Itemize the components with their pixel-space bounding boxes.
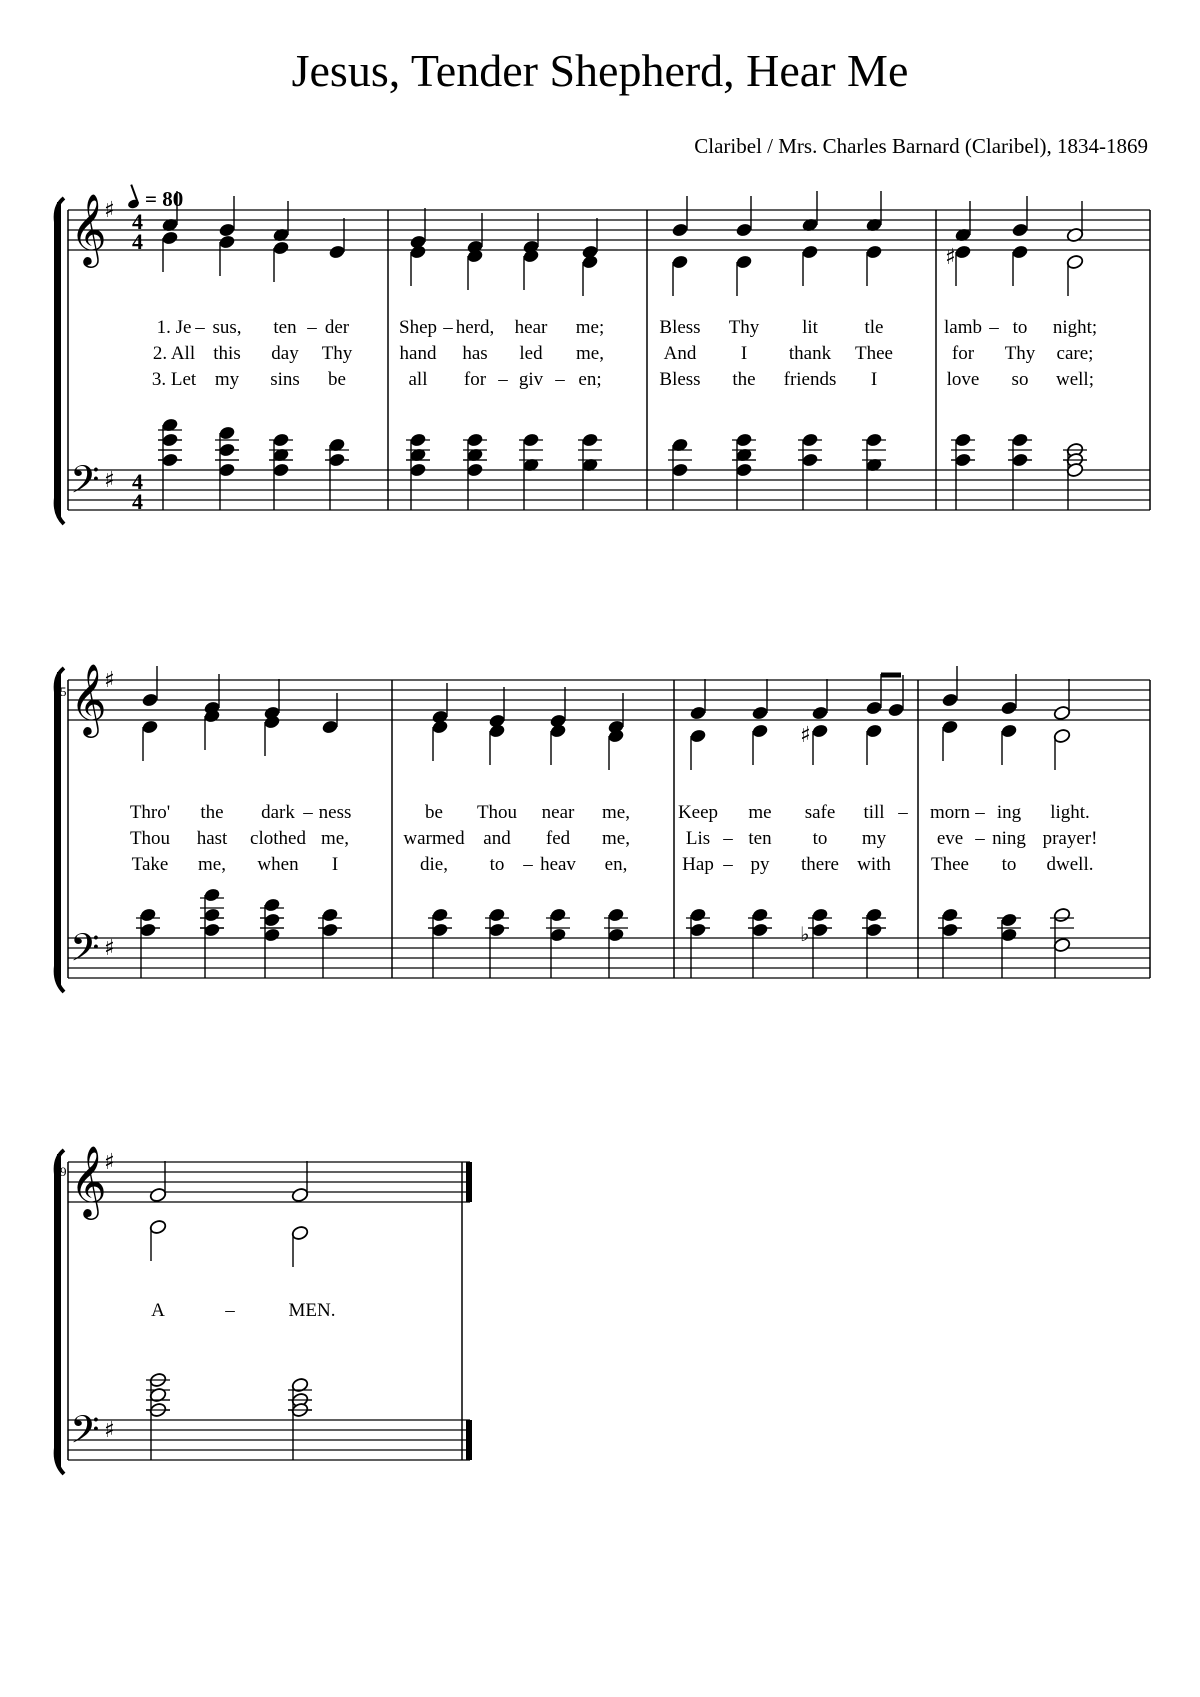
lyric-hyphen: –	[225, 1300, 235, 1321]
lyric-syllable: me;	[575, 317, 605, 338]
lyric-syllable: ing	[996, 802, 1022, 823]
bass-clef-icon: 𝄢	[70, 457, 100, 511]
lyric-syllable: to	[812, 828, 828, 849]
lyric-hyphen: –	[498, 369, 508, 390]
lyric-syllable: ness	[318, 802, 352, 823]
key-signature-sharp-icon: ♯	[104, 468, 115, 493]
lyric-hyphen: –	[975, 828, 985, 849]
treble-clef-icon: 𝄞	[70, 662, 107, 735]
key-signature-sharp-icon: ♯	[104, 936, 115, 961]
lyric-syllable: ten	[273, 317, 297, 338]
key-signature-sharp-icon: ♯	[104, 1418, 115, 1443]
lyric-syllable: me,	[602, 802, 630, 823]
lyric-syllable: Keep	[677, 802, 719, 823]
lyric-hyphen: –	[303, 802, 313, 823]
treble-clef-icon: 𝄞	[70, 1144, 107, 1217]
lyric-syllable: giv	[518, 369, 544, 390]
key-signature-sharp-icon: ♯	[104, 198, 115, 223]
lyric-syllable: till	[863, 802, 885, 823]
lyric-hyphen: –	[723, 828, 733, 849]
lyric-syllable: all	[408, 369, 428, 390]
lyric-syllable: tle	[864, 317, 884, 338]
lyric-syllable: en;	[578, 369, 602, 390]
lyric-syllable: Bless	[659, 317, 701, 338]
lyric-syllable: Shep	[399, 317, 437, 338]
lyric-syllable: lit	[802, 317, 818, 338]
lyric-syllable: Thou	[476, 802, 518, 823]
lyric-syllable: care;	[1056, 343, 1094, 364]
lyric-hyphen: –	[307, 317, 317, 338]
measure-number: 5	[60, 684, 67, 699]
lyric-syllable: ning	[992, 828, 1026, 849]
lyric-syllable: me	[748, 802, 772, 823]
lyric-syllable: be	[425, 802, 443, 823]
lyric-syllable: safe	[804, 802, 836, 823]
sharp-accidental-icon: ♯	[800, 723, 811, 748]
lyric-syllable: dark	[261, 802, 295, 823]
lyric-hyphen: –	[898, 802, 908, 823]
tempo-value: = 80	[145, 187, 184, 211]
lyric-syllable: my	[861, 828, 887, 849]
lyric-syllable: clothed	[250, 828, 306, 849]
lyric-syllable: py	[750, 854, 770, 875]
time-signature-denominator: 4	[132, 229, 143, 254]
lyric-hyphen: –	[195, 317, 205, 338]
lyric-syllable: near	[541, 802, 575, 823]
lyric-syllable: 1. Je	[156, 317, 192, 338]
lyric-syllable: be	[328, 369, 346, 390]
lyric-syllable: eve	[936, 828, 964, 849]
lyric-syllable: A	[151, 1300, 165, 1321]
bass-clef-icon: 𝄢	[70, 1407, 100, 1461]
lyric-syllable: Thy	[1004, 343, 1036, 364]
treble-clef-icon: 𝄞	[70, 192, 107, 265]
lyric-syllable: Thy	[728, 317, 760, 338]
lyric-hyphen: –	[555, 369, 565, 390]
lyric-hyphen: –	[723, 854, 733, 875]
lyric-syllable: friends	[783, 369, 837, 390]
lyric-syllable: so	[1011, 369, 1029, 390]
lyric-syllable: Thee	[855, 343, 893, 364]
time-signature-numerator: 4	[132, 469, 143, 494]
lyric-syllable: en,	[604, 854, 628, 875]
final-barline	[466, 1162, 472, 1202]
lyric-syllable: and	[483, 828, 511, 849]
lyric-syllable: the	[200, 802, 224, 823]
page-title: Jesus, Tender Shepherd, Hear Me	[291, 45, 909, 96]
lyric-syllable: ten	[748, 828, 772, 849]
key-signature-sharp-icon: ♯	[104, 668, 115, 693]
lyric-syllable: der	[324, 317, 350, 338]
lyric-syllable: morn	[929, 802, 971, 823]
lyric-syllable: I	[331, 854, 339, 875]
lyric-syllable: And	[663, 343, 697, 364]
lyric-syllable: the	[732, 369, 756, 390]
flat-accidental-icon: ♭	[800, 922, 810, 946]
lyric-hyphen: –	[443, 317, 453, 338]
lyric-syllable: me,	[602, 828, 630, 849]
lyric-syllable: Lis	[685, 828, 711, 849]
bass-clef-icon: 𝄢	[70, 925, 100, 979]
lyric-hyphen: –	[989, 317, 999, 338]
lyric-syllable: I	[870, 369, 878, 390]
lyric-syllable: well;	[1056, 369, 1094, 390]
lyric-syllable: dwell.	[1046, 854, 1094, 875]
lyric-syllable: day	[271, 343, 299, 364]
lyric-hyphen: –	[523, 854, 533, 875]
lyric-syllable: Thro'	[129, 802, 171, 823]
final-barline	[466, 1420, 472, 1460]
lyric-syllable: to	[1012, 317, 1028, 338]
lyric-syllable: for	[951, 343, 975, 364]
lyric-syllable: herd,	[455, 317, 495, 338]
sharp-accidental-icon: ♯	[945, 245, 956, 270]
lyric-syllable: me,	[321, 828, 349, 849]
lyric-syllable: Take	[131, 854, 169, 875]
lyric-syllable: hast	[196, 828, 228, 849]
lyric-syllable: with	[857, 854, 891, 875]
measure-number: 9	[60, 1164, 67, 1179]
lyric-syllable: my	[214, 369, 240, 390]
key-signature-sharp-icon: ♯	[104, 1150, 115, 1175]
lyric-syllable: heav	[540, 854, 576, 875]
lyric-syllable: night;	[1052, 317, 1098, 338]
lyric-syllable: Hap	[682, 854, 714, 875]
lyric-syllable: love	[946, 369, 980, 390]
lyric-syllable: thank	[788, 343, 832, 364]
lyric-syllable: sins	[270, 369, 300, 390]
lyric-syllable: Thee	[931, 854, 969, 875]
lyric-syllable: this	[213, 343, 241, 364]
composer-credit: Claribel / Mrs. Charles Barnard (Claribel), 1834-1869	[694, 134, 1148, 158]
lyric-syllable: hear	[514, 317, 548, 338]
lyric-syllable: sus,	[212, 317, 242, 338]
lyric-syllable: to	[489, 854, 505, 875]
lyric-syllable: prayer!	[1042, 828, 1098, 849]
lyric-syllable: Thy	[321, 343, 353, 364]
lyric-syllable: 3. Let	[151, 369, 197, 390]
lyric-syllable: hand	[399, 343, 437, 364]
lyric-syllable: light.	[1050, 802, 1090, 823]
lyric-syllable: lamb	[944, 317, 982, 338]
lyric-syllable: me,	[198, 854, 226, 875]
lyric-syllable: MEN.	[288, 1300, 336, 1321]
lyric-syllable: warmed	[403, 828, 465, 849]
time-signature-numerator: 4	[132, 209, 143, 234]
lyric-syllable: for	[463, 369, 487, 390]
lyric-syllable: has	[462, 343, 488, 364]
lyric-syllable: I	[740, 343, 748, 364]
lyric-syllable: Thou	[129, 828, 171, 849]
lyric-syllable: me,	[576, 343, 604, 364]
time-signature-denominator: 4	[132, 489, 143, 514]
lyric-syllable: fed	[545, 828, 571, 849]
lyric-syllable: led	[519, 343, 543, 364]
lyric-syllable: 2. All	[152, 343, 196, 364]
lyric-syllable: Bless	[659, 369, 701, 390]
lyric-hyphen: –	[975, 802, 985, 823]
lyric-syllable: die,	[420, 854, 448, 875]
lyric-syllable: there	[801, 854, 839, 875]
lyric-syllable: to	[1001, 854, 1017, 875]
lyric-syllable: when	[257, 854, 299, 875]
